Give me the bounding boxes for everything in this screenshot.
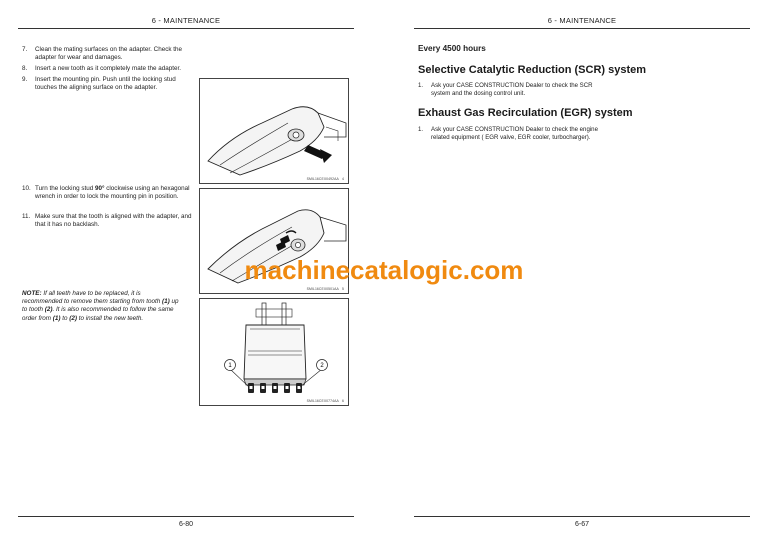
callout-2: 2 xyxy=(320,363,324,370)
page-number: 6-80 xyxy=(178,521,193,528)
step-11 xyxy=(22,213,192,229)
step-number: 1. xyxy=(418,126,424,133)
step-8 xyxy=(22,65,187,73)
bucket-illustration xyxy=(200,299,350,407)
egr-step xyxy=(418,126,608,142)
page-number: 6-67 xyxy=(574,521,589,528)
step-number: 10. xyxy=(22,185,31,192)
figure-caption: SMIL16CEX0492AA 4 xyxy=(306,177,344,181)
watermark-text: machinecatalogic.com xyxy=(244,255,524,285)
step-text: Clean the mating surfaces on the adapter. Check the adapter for wear and damages. xyxy=(35,46,183,61)
step-number: 7. xyxy=(22,46,28,53)
step-number: 9. xyxy=(22,76,28,83)
section-title-egr: Exhaust Gas Recirculation (EGR) system xyxy=(418,107,633,119)
step-number: 8. xyxy=(22,65,28,72)
footer-rule xyxy=(18,516,354,517)
step-text: Ask your CASE CONSTRUCTION Dealer to check the SCR system and the dosing control unit. xyxy=(431,82,593,97)
page-header: 6 - MAINTENANCE xyxy=(151,16,221,25)
step-text: Make sure that the tooth is aligned with the adapter, and that it has no backlash. xyxy=(35,213,192,228)
interval-heading: Every 4500 hours xyxy=(418,44,486,53)
figure-caption: SMIL16CEX0501AA 5 xyxy=(306,287,344,291)
figure-tooth-insert-pin xyxy=(199,78,349,184)
note-paragraph: NOTE: If all teeth have to be replaced, it is recommended to remove them starting from tooth (1) up to tooth (2). It is also recommended to follow the same order from (1) to (2) to install the new teeth. xyxy=(22,290,179,322)
figure-bucket-teeth-order xyxy=(199,298,349,406)
step-9 xyxy=(22,76,187,92)
step-number: 1. xyxy=(418,82,424,89)
step-10 xyxy=(22,185,192,201)
section-title-scr: Selective Catalytic Reduction (SCR) system xyxy=(418,64,647,76)
step-text: Turn the locking stud 90° clockwise using an hexagonal wrench in order to lock the mounting pin in position. xyxy=(35,185,190,200)
step-text: Insert a new tooth as it completely mate the adapter. xyxy=(35,65,181,72)
footer-rule xyxy=(414,516,750,517)
page-header: 6 - MAINTENANCE xyxy=(547,16,617,25)
step-7 xyxy=(22,46,187,62)
scr-step xyxy=(418,82,608,98)
callout-1: 1 xyxy=(228,363,232,370)
step-text: Ask your CASE CONSTRUCTION Dealer to check the engine related equipment ( EGR valve, EGR cooler, turbocharger). xyxy=(431,126,598,141)
step-number: 11. xyxy=(22,213,31,220)
step-text: Insert the mounting pin. Push until the locking stud touches the aligning surface on the adapter. xyxy=(35,76,176,91)
tooth-pin-illustration xyxy=(200,79,350,185)
figure-caption: SMIL16CEX0774AA 6 xyxy=(306,399,344,403)
header-rule xyxy=(18,28,354,29)
header-rule xyxy=(414,28,750,29)
